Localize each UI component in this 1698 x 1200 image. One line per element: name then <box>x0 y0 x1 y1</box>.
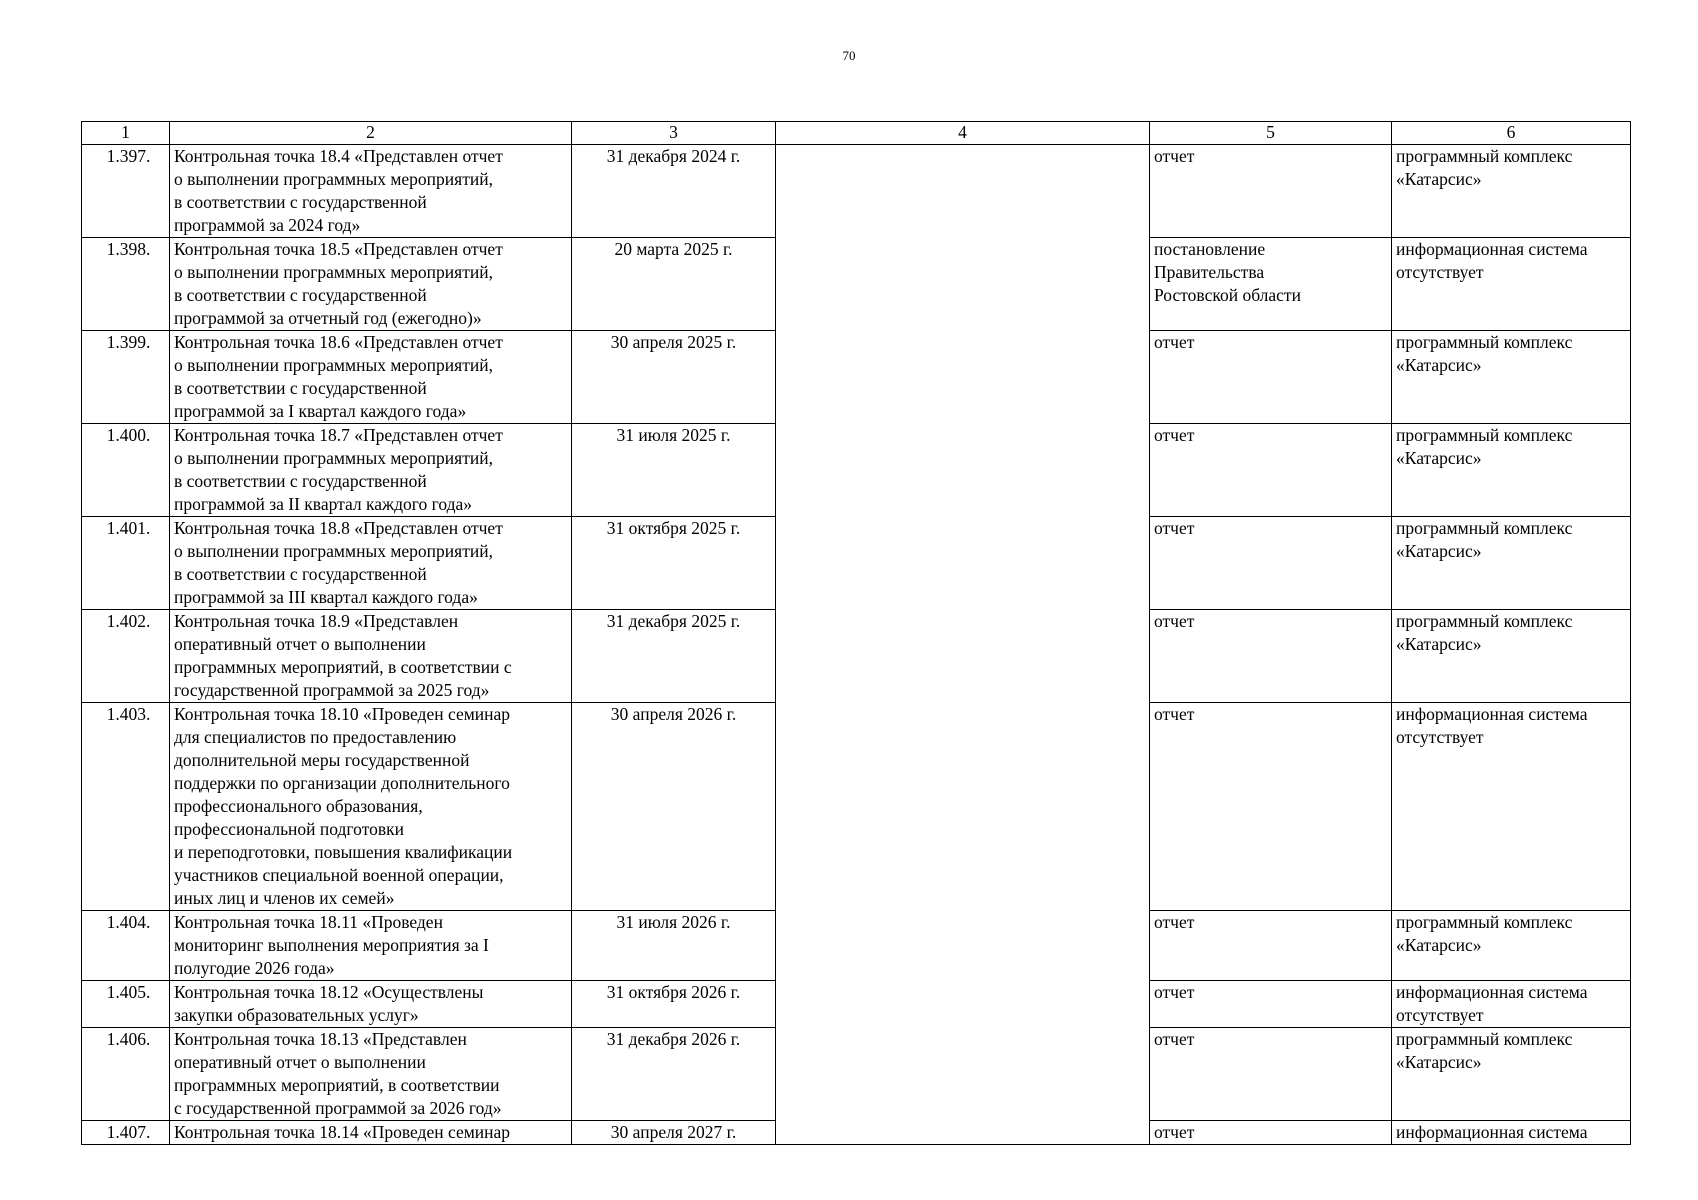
row-number-cell-text: 1.398. <box>106 239 151 259</box>
information-system-cell-text: программный комплекс «Катарсис» <box>1396 912 1573 955</box>
row-number-cell-text: 1.404. <box>106 912 151 932</box>
row-number-cell <box>82 238 170 331</box>
row-number-cell <box>82 911 170 981</box>
row-number-cell <box>82 1121 170 1145</box>
description-cell-text: Контрольная точка 18.8 «Представлен отчет о выполнении программных мероприятий, в соответствии с государственной программой за III квартал каждого года» <box>174 518 503 607</box>
row-number-cell <box>82 331 170 424</box>
document-type-cell-text: отчет <box>1154 611 1195 631</box>
deadline-cell-text: 31 октября 2025 г. <box>606 518 741 538</box>
document-type-cell <box>1150 238 1392 331</box>
deadline-cell <box>572 238 776 331</box>
information-system-cell-text: информационная система отсутствует <box>1396 239 1588 282</box>
information-system-cell-text: программный комплекс «Катарсис» <box>1396 425 1573 468</box>
information-system-cell <box>1392 517 1631 610</box>
description-cell <box>170 517 572 610</box>
document-type-cell-text: постановление Правительства Ростовской области <box>1154 239 1301 305</box>
deadline-cell-text: 30 апреля 2026 г. <box>610 704 737 724</box>
description-cell-text: Контрольная точка 18.13 «Представлен оперативный отчет о выполнении программных мероприятий, в соответствии с государственной программой за 2026 год» <box>174 1029 502 1118</box>
information-system-cell-text: программный комплекс «Катарсис» <box>1396 332 1573 375</box>
column-number-6: 6 <box>1392 122 1631 145</box>
deadline-cell <box>572 145 776 238</box>
description-cell-text: Контрольная точка 18.10 «Проведен семинар для специалистов по предоставлению дополнительной меры государственной поддержки по организации дополнительного профессионального образования, профессиональной подготовки и переподготовки, повышения квалификации участников специальной военной операции, иных лиц и членов их семей» <box>174 704 513 908</box>
column-number-1: 1 <box>82 122 170 145</box>
document-type-cell-text: отчет <box>1154 518 1195 538</box>
information-system-cell-text: информационная система отсутствует <box>1396 982 1588 1025</box>
description-cell-text: Контрольная точка 18.6 «Представлен отчет о выполнении программных мероприятий, в соответствии с государственной программой за I квартал каждого года» <box>174 332 503 421</box>
document-type-cell <box>1150 703 1392 911</box>
information-system-cell-text: программный комплекс «Катарсис» <box>1396 1029 1573 1072</box>
deadline-cell-text: 31 июля 2026 г. <box>616 912 731 932</box>
description-cell <box>170 981 572 1028</box>
column-number-2: 2 <box>170 122 572 145</box>
information-system-cell <box>1392 703 1631 911</box>
control-points-table <box>81 121 1631 1145</box>
row-number-cell <box>82 517 170 610</box>
document-type-cell-text: отчет <box>1154 982 1195 1002</box>
description-cell-text: Контрольная точка 18.4 «Представлен отчет о выполнении программных мероприятий, в соответствии с государственной программой за 2024 год» <box>174 146 503 235</box>
description-cell <box>170 331 572 424</box>
description-cell-text: Контрольная точка 18.7 «Представлен отчет о выполнении программных мероприятий, в соответствии с государственной программой за II квартал каждого года» <box>174 425 503 514</box>
description-cell <box>170 1121 572 1145</box>
document-type-cell <box>1150 517 1392 610</box>
deadline-cell-text: 30 апреля 2027 г. <box>610 1122 737 1142</box>
row-number-cell-text: 1.397. <box>106 146 151 166</box>
information-system-cell-text: программный комплекс «Катарсис» <box>1396 146 1573 189</box>
deadline-cell <box>572 981 776 1028</box>
deadline-cell <box>572 1121 776 1145</box>
row-number-cell-text: 1.402. <box>106 611 151 631</box>
description-cell <box>170 610 572 703</box>
row-number-cell <box>82 1028 170 1121</box>
document-type-cell-text: отчет <box>1154 1029 1195 1049</box>
row-number-cell-text: 1.407. <box>106 1122 151 1142</box>
description-cell-text: Контрольная точка 18.11 «Проведен мониторинг выполнения мероприятия за I полугодие 2026 года» <box>174 912 489 978</box>
document-type-cell <box>1150 145 1392 238</box>
deadline-cell <box>572 1028 776 1121</box>
deadline-cell <box>572 911 776 981</box>
document-type-cell <box>1150 911 1392 981</box>
row-number-cell-text: 1.400. <box>106 425 151 445</box>
description-cell-text: Контрольная точка 18.5 «Представлен отчет о выполнении программных мероприятий, в соответствии с государственной программой за отчетный год (ежегодно)» <box>174 239 503 328</box>
deadline-cell <box>572 703 776 911</box>
deadline-cell <box>572 331 776 424</box>
information-system-cell-text: информационная система <box>1396 1122 1588 1142</box>
document-type-cell-text: отчет <box>1154 1122 1195 1142</box>
information-system-cell-text: программный комплекс «Катарсис» <box>1396 518 1573 561</box>
description-cell <box>170 911 572 981</box>
row-number-cell-text: 1.401. <box>106 518 151 538</box>
description-cell <box>170 238 572 331</box>
description-cell-text: Контрольная точка 18.12 «Осуществлены закупки образовательных услуг» <box>174 982 484 1025</box>
document-type-cell <box>1150 610 1392 703</box>
row-number-cell-text: 1.403. <box>106 704 151 724</box>
row-number-cell <box>82 703 170 911</box>
description-cell <box>170 703 572 911</box>
information-system-cell <box>1392 331 1631 424</box>
information-system-cell-text: информационная система отсутствует <box>1396 704 1588 747</box>
information-system-cell <box>1392 1121 1631 1145</box>
document-type-cell-text: отчет <box>1154 704 1195 724</box>
document-type-cell-text: отчет <box>1154 912 1195 932</box>
deadline-cell <box>572 424 776 517</box>
document-type-cell-text: отчет <box>1154 425 1195 445</box>
document-type-cell <box>1150 1028 1392 1121</box>
deadline-cell <box>572 517 776 610</box>
column-number-4: 4 <box>776 122 1150 145</box>
row-number-cell <box>82 145 170 238</box>
information-system-cell <box>1392 981 1631 1028</box>
deadline-cell-text: 20 марта 2025 г. <box>614 239 733 259</box>
document-type-cell <box>1150 981 1392 1028</box>
information-system-cell <box>1392 238 1631 331</box>
deadline-cell-text: 30 апреля 2025 г. <box>610 332 737 352</box>
description-cell-text: Контрольная точка 18.14 «Проведен семинар <box>174 1122 511 1142</box>
description-cell <box>170 424 572 517</box>
description-cell <box>170 145 572 238</box>
page-number: 70 <box>842 48 856 63</box>
deadline-cell-text: 31 декабря 2026 г. <box>606 1029 741 1049</box>
column-number-3: 3 <box>572 122 776 145</box>
description-cell <box>170 1028 572 1121</box>
information-system-cell <box>1392 911 1631 981</box>
description-cell-text: Контрольная точка 18.9 «Представлен оперативный отчет о выполнении программных мероприятий, в соответствии с государственной программой за 2025 год» <box>174 611 512 700</box>
document-type-cell <box>1150 331 1392 424</box>
document-type-cell-text: отчет <box>1154 146 1195 166</box>
document-type-cell <box>1150 1121 1392 1145</box>
information-system-cell <box>1392 424 1631 517</box>
table-row <box>82 145 1631 238</box>
information-system-cell <box>1392 1028 1631 1121</box>
column-number-row <box>82 122 1631 145</box>
information-system-cell <box>1392 145 1631 238</box>
document-type-cell <box>1150 424 1392 517</box>
deadline-cell <box>572 610 776 703</box>
document-type-cell-text: отчет <box>1154 332 1195 352</box>
deadline-cell-text: 31 октября 2026 г. <box>606 982 741 1002</box>
row-number-cell <box>82 424 170 517</box>
responsible-cell <box>776 145 1150 1145</box>
column-number-5: 5 <box>1150 122 1392 145</box>
row-number-cell-text: 1.405. <box>106 982 151 1002</box>
information-system-cell <box>1392 610 1631 703</box>
row-number-cell-text: 1.399. <box>106 332 151 352</box>
row-number-cell-text: 1.406. <box>106 1029 151 1049</box>
deadline-cell-text: 31 июля 2025 г. <box>616 425 731 445</box>
deadline-cell-text: 31 декабря 2025 г. <box>606 611 741 631</box>
information-system-cell-text: программный комплекс «Катарсис» <box>1396 611 1573 654</box>
deadline-cell-text: 31 декабря 2024 г. <box>606 146 741 166</box>
row-number-cell <box>82 610 170 703</box>
row-number-cell <box>82 981 170 1028</box>
